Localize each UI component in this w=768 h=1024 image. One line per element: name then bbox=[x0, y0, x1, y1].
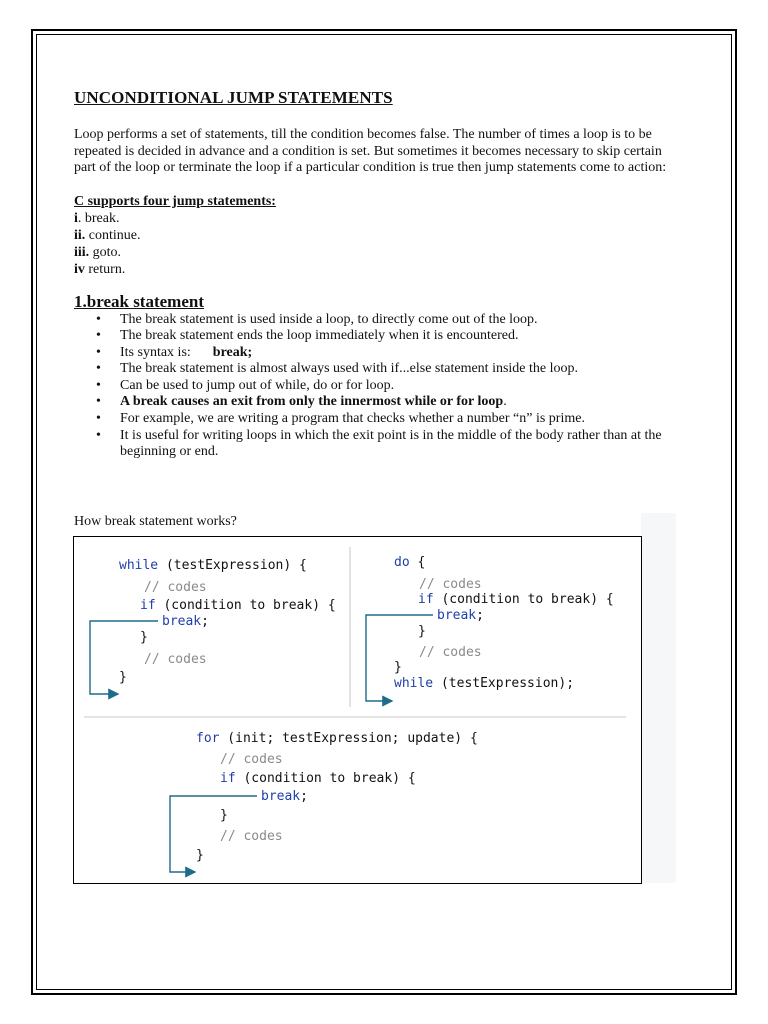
syntax-code: break; bbox=[212, 344, 253, 360]
bullet-item: • For example, we are writing a program that checks whether a number “n” is prime. bbox=[74, 411, 674, 428]
list-item: i. break. bbox=[74, 210, 120, 226]
section-heading: 1.break statement bbox=[74, 291, 204, 311]
jump-statements-list bbox=[74, 193, 674, 278]
diagram-caption: How break statement works? bbox=[74, 514, 237, 529]
bullet-item: • It is useful for writing loops in which the exit point is in the middle of the body rather than at the beginning or end. bbox=[74, 428, 674, 461]
bullet-item: • The break statement ends the loop immediately when it is encountered. bbox=[74, 328, 674, 345]
svg-text:}: } bbox=[140, 630, 148, 645]
svg-text:break;: break; bbox=[261, 789, 308, 804]
svg-text:break;: break; bbox=[162, 614, 209, 629]
svg-text:if (condition to break) {: if (condition to break) { bbox=[418, 592, 614, 607]
svg-text:if (condition to break) {: if (condition to break) { bbox=[220, 771, 416, 786]
bullet-item: • Can be used to jump out of while, do or for loop. bbox=[74, 378, 674, 395]
list-item: iv return. bbox=[74, 261, 126, 277]
bullet-item: • Its syntax is: break; bbox=[74, 345, 674, 362]
break-flow-diagram bbox=[73, 536, 642, 884]
supports-heading: C supports four jump statements: bbox=[74, 193, 276, 209]
svg-text:}: } bbox=[418, 624, 426, 639]
svg-text:// codes: // codes bbox=[419, 577, 482, 592]
list-item: iii. goto. bbox=[74, 244, 122, 260]
svg-text:if (condition to break) {: if (condition to break) { bbox=[140, 598, 336, 613]
svg-text:break;: break; bbox=[437, 608, 484, 623]
svg-text:while (testExpression);: while (testExpression); bbox=[394, 676, 575, 691]
document-body bbox=[74, 88, 674, 461]
page-title: UNCONDITIONAL JUMP STATEMENTS bbox=[74, 88, 393, 107]
bullet-item: • The break statement is used inside a loop, to directly come out of the loop. bbox=[74, 312, 674, 329]
svg-text:}: } bbox=[196, 848, 204, 863]
intro-paragraph: Loop performs a set of statements, till the condition becomes false. The number of times a loop is to be repeated is decided in advance and a condition is set. But sometimes it becomes necessary to skip certain part of the loop or terminate the loop if a particular condition is true then jump statements come to action: bbox=[74, 127, 667, 175]
svg-text:}: } bbox=[220, 808, 228, 823]
svg-text:// codes: // codes bbox=[144, 580, 207, 595]
svg-text:for (init; testExpression; upd: for (init; testExpression; update) { bbox=[196, 731, 478, 746]
svg-text:// codes: // codes bbox=[419, 645, 482, 660]
svg-text:do {: do { bbox=[394, 555, 426, 570]
diagram-background bbox=[641, 513, 676, 883]
svg-text:}: } bbox=[394, 660, 402, 675]
svg-text:}: } bbox=[119, 670, 127, 685]
bullet-item: • A break causes an exit from only the innermost while or for loop. bbox=[74, 394, 674, 411]
svg-text:// codes: // codes bbox=[220, 752, 283, 767]
bullet-item: • The break statement is almost always used with if...else statement inside the loop. bbox=[74, 361, 674, 378]
list-item: ii. continue. bbox=[74, 227, 141, 243]
break-bullet-list bbox=[74, 312, 674, 461]
for-loop-code bbox=[196, 731, 478, 863]
svg-text:while (testExpression) {: while (testExpression) { bbox=[119, 558, 307, 573]
do-while-code bbox=[394, 555, 614, 691]
svg-text:// codes: // codes bbox=[144, 652, 207, 667]
svg-text:// codes: // codes bbox=[220, 829, 283, 844]
